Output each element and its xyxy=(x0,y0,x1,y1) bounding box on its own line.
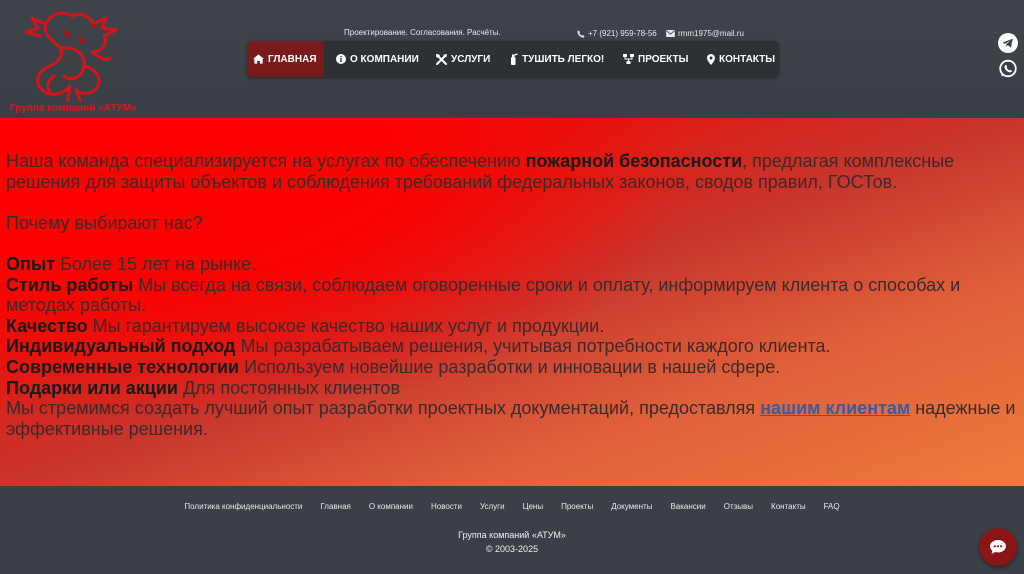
main-navigation xyxy=(247,41,779,77)
logo-text: Группа компаний «АТУМ» xyxy=(10,103,137,114)
intro-paragraph xyxy=(6,151,1016,192)
benefit-title: Качество xyxy=(6,315,88,336)
nav-label: О КОМПАНИИ xyxy=(350,53,419,65)
benefit-text: Мы разрабатываем решения, учитывая потребности каждого клиента. xyxy=(235,336,831,357)
benefit-item xyxy=(6,336,1016,357)
benefit-title: Опыт xyxy=(6,253,56,274)
extinguisher-icon xyxy=(509,53,518,65)
phone-number: +7 (921) 959-78-56 xyxy=(588,29,657,38)
telegram-link[interactable] xyxy=(998,33,1018,53)
benefit-title: Подарки или акции xyxy=(6,377,178,398)
benefit-title: Стиль работы xyxy=(6,274,134,295)
email-address: rmm1975@mail.ru xyxy=(678,29,744,38)
footer-link-faq[interactable]: FAQ xyxy=(823,502,840,511)
footer-link-prices[interactable]: Цены xyxy=(522,502,544,511)
closing-paragraph xyxy=(6,398,1016,439)
nav-item-contacts[interactable] xyxy=(701,41,781,77)
site-header xyxy=(0,0,1024,118)
benefit-item xyxy=(6,275,1016,316)
whatsapp-link[interactable] xyxy=(998,59,1018,79)
footer-link-vacancies[interactable]: Вакансии xyxy=(670,502,706,511)
benefit-item xyxy=(6,316,1016,337)
sitemap-icon xyxy=(623,54,634,64)
nav-label: УСЛУГИ xyxy=(451,53,491,65)
benefit-text: Мы всегда на связи, соблюдаем оговоренные сроки и оплату, информируем клиента о способах и методах работы. xyxy=(6,274,961,316)
benefit-text: Мы гарантируем высокое качество наших услуг и продукции. xyxy=(87,315,605,336)
nav-label: ПРОЕКТЫ xyxy=(638,53,689,65)
benefit-item xyxy=(6,357,1016,378)
benefit-text: Более 15 лет на рынке. xyxy=(55,253,257,274)
spacer xyxy=(6,233,1016,254)
home-icon xyxy=(253,54,264,64)
benefit-item xyxy=(6,254,1016,275)
why-title: Почему выбирают нас? xyxy=(6,212,203,233)
nav-label: КОНТАКТЫ xyxy=(719,53,776,65)
tools-icon xyxy=(436,54,447,65)
footer-link-contacts[interactable]: Контакты xyxy=(771,502,806,511)
company-logo[interactable] xyxy=(6,6,136,112)
info-icon xyxy=(336,54,346,64)
intro-bold: пожарной безопасности xyxy=(525,151,743,171)
footer-copyright: © 2003-2025 xyxy=(485,544,539,554)
benefit-title: Индивидуальный подход xyxy=(6,336,236,357)
phone-icon xyxy=(577,30,585,38)
footer-link-about[interactable]: О компании xyxy=(368,502,413,511)
site-footer xyxy=(0,486,1024,574)
closing-text-after: надежные и эффективные решения. xyxy=(6,398,1016,439)
main-content xyxy=(6,151,1016,439)
telegram-icon xyxy=(998,33,1018,53)
footer-link-projects[interactable]: Проекты xyxy=(561,502,594,511)
whatsapp-icon xyxy=(998,59,1018,79)
footer-company: Группа компаний «АТУМ» xyxy=(458,530,566,540)
benefit-item xyxy=(6,378,1016,399)
spacer xyxy=(6,192,1016,213)
nav-item-home[interactable] xyxy=(247,41,324,77)
intro-text: Наша команда специализируется на услугах по обеспечению xyxy=(6,151,526,171)
nav-label: ГЛАВНАЯ xyxy=(268,53,317,65)
footer-link-privacy[interactable]: Политика конфиденциальности xyxy=(184,502,303,511)
benefit-title: Современные технологии xyxy=(6,356,240,377)
closing-text: Мы стремимся создать лучший опыт разработки проектных документаций, предоставляя xyxy=(6,398,761,419)
dragon-logo-icon xyxy=(24,6,124,102)
intro-text-after: , предлагая комплексные решения для защиты объектов и соблюдения требований федеральных законов, сводов правил, ГОСТов. xyxy=(6,151,955,192)
benefit-text: Для постоянных клиентов xyxy=(177,377,401,398)
nav-item-about[interactable] xyxy=(330,41,425,77)
chat-button[interactable] xyxy=(979,528,1017,566)
footer-link-reviews[interactable]: Отзывы xyxy=(723,502,754,511)
footer-link-news[interactable]: Новости xyxy=(430,502,462,511)
footer-link-home[interactable]: Главная xyxy=(320,502,351,511)
envelope-icon xyxy=(666,30,675,37)
phone-contact[interactable] xyxy=(577,29,657,38)
tagline: Проектирование. Согласования. Расчёты. xyxy=(344,28,501,37)
footer-links xyxy=(0,502,1024,511)
nav-item-projects[interactable] xyxy=(617,41,694,77)
email-contact[interactable] xyxy=(666,29,744,38)
footer-link-documents[interactable]: Документы xyxy=(611,502,653,511)
chat-bubble-icon xyxy=(989,539,1007,555)
nav-label: ТУШИТЬ ЛЕГКО! xyxy=(522,53,605,65)
benefit-text: Используем новейшие разработки и инновации в нашей сфере. xyxy=(239,356,781,377)
map-marker-icon xyxy=(707,54,715,65)
nav-item-services[interactable] xyxy=(430,41,496,77)
nav-item-extinguish[interactable] xyxy=(503,41,610,77)
hero-section xyxy=(0,118,1024,486)
footer-link-services[interactable]: Услуги xyxy=(479,502,505,511)
clients-link[interactable]: нашим клиентам xyxy=(760,398,911,419)
